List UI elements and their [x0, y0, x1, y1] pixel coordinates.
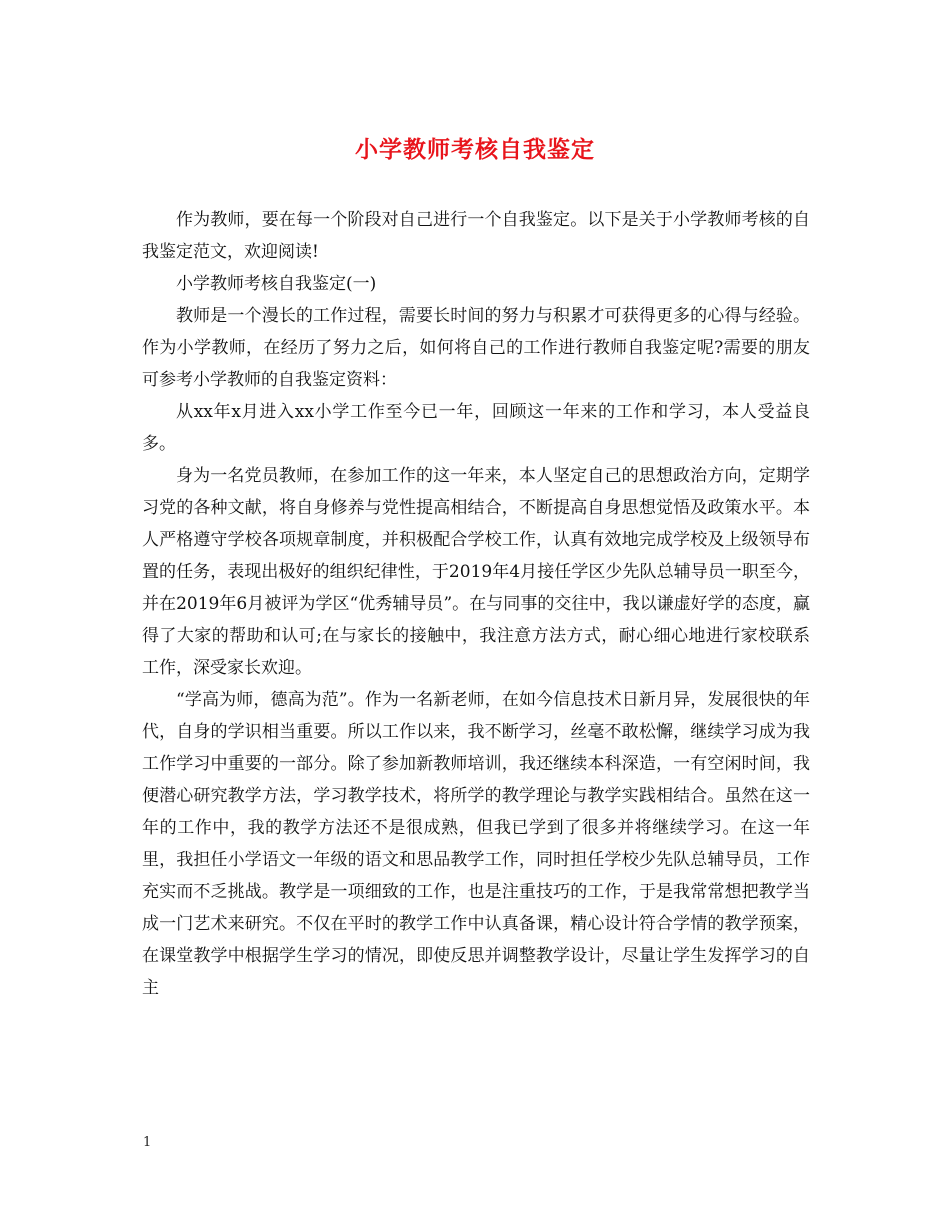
paragraph-3: 身为一名党员教师，在参加工作的这一年来，本人坚定自己的思想政治方向，定期学习党的各种文献，将自身修养与党性提高相结合，不断提高自身思想觉悟及政策水平。本人严格遵守学校各项规章制度，并积极配合学校工作，认真有效地完成学校及上级领导布置的任务，表现出极好的组织纪律性，于2019年4月接任学区少先队总辅导员一职至今，并在2019年6月被评为学区“优秀辅导员”。在与同事的交往中，我以谦虚好学的态度，赢得了大家的帮助和认可;在与家长的接触中，我注意方法方式，耐心细心地进行家校联系工作，深受家长欢迎。 — [142, 466, 810, 678]
paragraph-1: 教师是一个漫长的工作过程，需要长时间的努力与积累才可获得更多的心得与经验。作为小学教师，在经历了努力之后，如何将自己的工作进行教师自我鉴定呢?需要的朋友可参考小学教师的自我鉴定资料： — [142, 306, 810, 390]
paragraph-intro: 作为教师，要在每一个阶段对自己进行一个自我鉴定。以下是关于小学教师考核的自我鉴定范文，欢迎阅读! — [142, 210, 810, 262]
paragraph-2: 从xx年x月进入xx小学工作至今已一年，回顾这一年来的工作和学习，本人受益良多。 — [142, 402, 810, 454]
paragraph-4: “学高为师，德高为范”。作为一名新老师，在如今信息技术日新月异，发展很快的年代，自身的学识相当重要。所以工作以来，我不断学习，丝毫不敢松懈，继续学习成为我工作学习中重要的一部分。除了参加新教师培训，我还继续本科深造，一有空闲时间，我便潜心研究教学方法，学习教学技术，将所学的教学理论与教学实践相结合。虽然在这一年的工作中，我的教学方法还不是很成熟，但我已学到了很多并将继续学习。在这一年里，我担任小学语文一年级的语文和思品教学工作，同时担任学校少先队总辅导员，工作充实而不乏挑战。教学是一项细致的工作，也是注重技巧的工作，于是我常常想把教学当成一门艺术来研究。不仅在平时的教学工作中认真备课，精心设计符合学情的教学预案，在课堂教学中根据学生学习的情况，即使反思并调整教学设计，尽量让学生发挥学习的自主 — [142, 690, 810, 998]
document-body — [142, 204, 810, 1004]
section-heading: 小学教师考核自我鉴定(一) — [176, 274, 377, 294]
page-title: 小学教师考核自我鉴定 — [355, 136, 595, 163]
page-number: 1 — [143, 1135, 152, 1150]
